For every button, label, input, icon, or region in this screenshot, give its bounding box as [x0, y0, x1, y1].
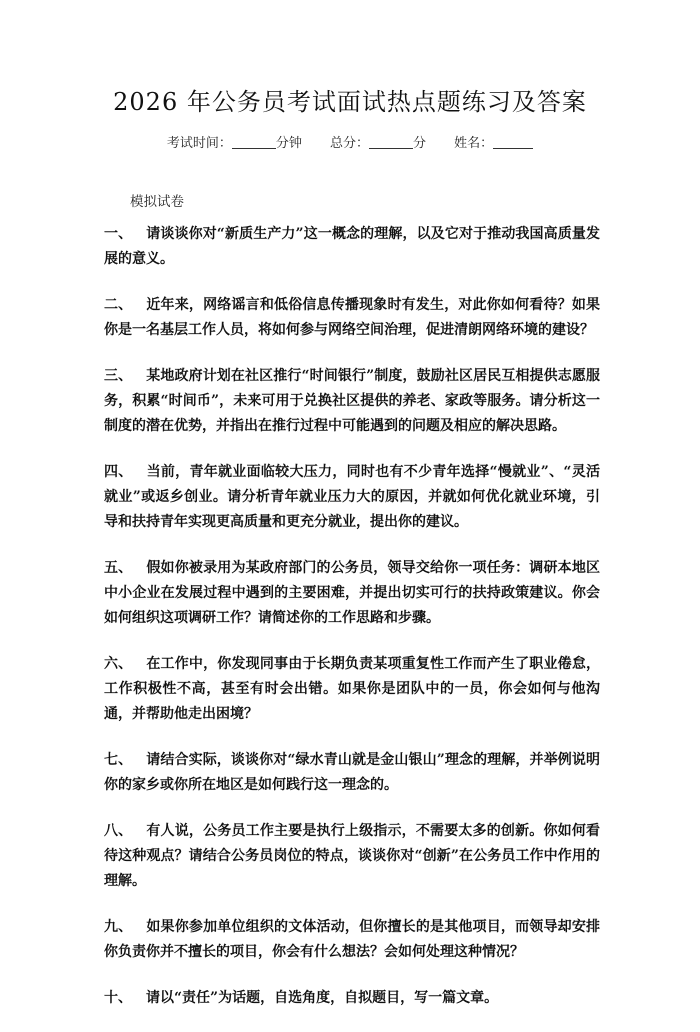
name-blank — [493, 148, 533, 149]
question-item — [104, 915, 600, 965]
question-number: 三、 — [104, 368, 133, 384]
question-text: 如果你参加单位组织的文体活动，但你擅长的是其他项目，而领导却安排你负责你并不擅长的项目，你会有什么想法？会如何处理这种情况？ — [104, 919, 601, 960]
question-number: 六、 — [104, 656, 133, 672]
question-number: 四、 — [104, 464, 133, 480]
question-number: 七、 — [104, 752, 133, 768]
question-text: 当前，青年就业面临较大压力，同时也有不少青年选择“慢就业”、“灵活就业”或返乡创业。请分析青年就业压力大的原因，并就如何优化就业环境，引导和扶持青年实现更高质量和更充分就业，提出你的建议。 — [104, 464, 600, 530]
question-item — [104, 222, 600, 272]
question-item — [104, 460, 600, 535]
question-item — [104, 556, 600, 631]
question-item — [104, 986, 600, 1011]
page-title: 2026 年公务员考试面试热点题练习及答案 — [113, 88, 587, 116]
question-text: 请以“责任”为话题，自选角度，自拟题目，写一篇文章。 — [146, 990, 499, 1006]
score-blank — [369, 148, 413, 149]
question-text: 请结合实际，谈谈你对“绿水青山就是金山银山”理念的理解，并举例说明你的家乡或你所在地区是如何践行这一理念的。 — [104, 752, 600, 793]
question-text: 有人说，公务员工作主要是执行上级指示，不需要太多的创新。你如何看待这种观点？请结合公务员岗位的特点，谈谈你对“创新”在公务员工作中作用的理解。 — [104, 823, 601, 889]
time-blank — [232, 148, 276, 149]
question-item — [104, 748, 600, 798]
exam-time — [167, 136, 302, 151]
question-number: 一、 — [104, 226, 133, 242]
question-text: 在工作中，你发现同事由于长期负责某项重复性工作而产生了职业倦怠，工作积极性不高，甚至有时会出错。如果你是团队中的一员，你会如何与他沟通，并帮助他走出困境？ — [104, 656, 601, 722]
question-text: 请谈谈你对“新质生产力”这一概念的理解，以及它对于推动我国高质量发展的意义。 — [104, 226, 600, 267]
question-item — [104, 293, 600, 343]
student-name — [454, 136, 533, 151]
question-list — [104, 222, 600, 1032]
question-number: 二、 — [104, 297, 133, 313]
question-item — [104, 364, 600, 439]
exam-meta — [0, 132, 700, 151]
time-unit: 分钟 — [275, 136, 302, 151]
question-item — [104, 819, 600, 894]
score-label: 总分： — [329, 136, 369, 151]
question-text: 某地政府计划在社区推行“时间银行”制度，鼓励社区居民互相提供志愿服务，积累“时间币”，未来可用于兑换社区提供的养老、家政等服务。请分析这一制度的潜在优势，并指出在推行过程中可能遇到的问题及相应的解决思路。 — [104, 368, 600, 434]
time-label: 考试时间： — [166, 136, 232, 151]
question-item — [104, 652, 600, 727]
question-number: 十、 — [104, 990, 132, 1006]
question-number: 九、 — [104, 919, 133, 935]
total-score — [330, 136, 426, 151]
question-text: 假如你被录用为某政府部门的公务员，领导交给你一项任务：调研本地区中小企业在发展过程中遇到的主要困难，并提出切实可行的扶持政策建议。你会如何组织这项调研工作？请简述你的工作思路和步骤。 — [104, 560, 601, 626]
section-heading: 模拟试卷 — [130, 194, 184, 210]
name-label: 姓名： — [454, 136, 494, 151]
score-unit: 分 — [413, 136, 427, 151]
question-text: 近年来，网络谣言和低俗信息传播现象时有发生，对此你如何看待？如果你是一名基层工作人员，将如何参与网络空间治理，促进清朗网络环境的建设？ — [104, 297, 601, 338]
question-number: 八、 — [104, 823, 133, 839]
question-number: 五、 — [104, 560, 133, 576]
